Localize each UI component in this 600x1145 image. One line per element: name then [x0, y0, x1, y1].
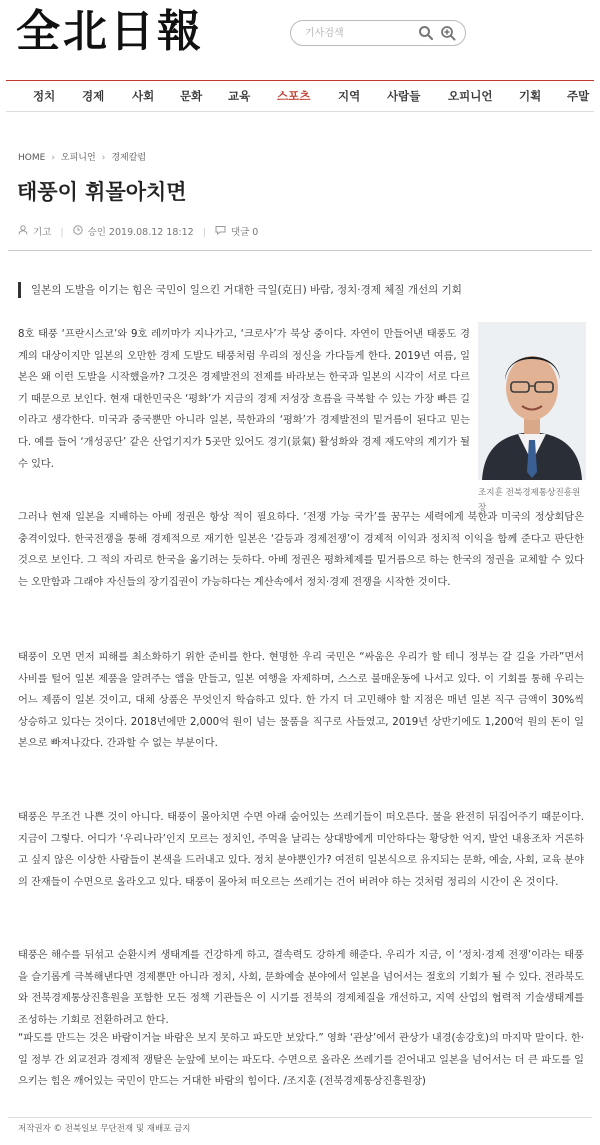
nav-item-opinion[interactable]: 오피니언 — [448, 89, 493, 103]
chevron-right-icon: › — [101, 153, 106, 163]
divider — [8, 250, 592, 251]
comment-count[interactable]: 댓글 0 — [230, 227, 259, 238]
article-paragraph: 그러나 현재 일본을 지배하는 아베 정권은 항상 적이 필요하다. ‘전쟁 가능 국가’를 꿈꾸는 세력에게 북한과 미국의 정상회담은 충격이었다. 한국전쟁을 통해 경제적으로 재기한 일본은 ‘갈등과 경제전쟁’이 경제적 이익과 정치적 이익을 함께 준다고 판단한 것으로 보인다. 그 적의 자리로 한국을 옮기려는 듯하다. 아베 정권은 평화체제를 밑거름으로 하는 한국의 정권을 교체할 수 있다는 오만함과 그래야 자신들의 장기집권이 가능하다는 계산속에서 정치·경제 전쟁을 시작한 것이다. — [18, 512, 584, 588]
nav-item-politics[interactable]: 정치 — [33, 89, 56, 103]
nav-item-society[interactable]: 사회 — [132, 89, 155, 103]
nav-item-sports[interactable]: 스포츠 — [277, 89, 311, 103]
search-icon[interactable] — [418, 25, 434, 41]
breadcrumb-economy-column[interactable]: 경제칼럼 — [111, 153, 147, 163]
meta-divider: | — [202, 227, 206, 238]
comment-icon — [215, 225, 226, 238]
nav-item-region[interactable]: 지역 — [338, 89, 361, 103]
breadcrumb-home[interactable]: HOME — [18, 153, 46, 163]
article-paragraph: 태풍은 해수를 뒤섞고 순환시켜 생태계를 건강하게 하고, 결속력도 강하게 해준다. 우리가 지금, 이 ‘정치·경제 전쟁’이라는 태풍을 슬기롭게 극복해낸다면 경제뿐만 아니라 정치, 사회, 문화예술 분야에서 일본을 넘어서는 절호의 기회가 될 수 있다. 전라북도와 전북경제통상진흥원을 포함한 모든 정책 기관들은 이 시기를 전북의 경제체질을 개선하고, 지역 산업의 협력적 기술생태계를 조성하는 기회로 전환하려고 한다. — [18, 950, 584, 1026]
article-paragraph: “파도를 만드는 것은 바람이거늘 바람은 보지 못하고 파도만 보았다.” 영화 ‘관상’에서 관상가 내경(송강호)의 마지막 말이다. 한·일 정부 간 외교전과 경제적 쟁탈은 눈앞에 보이는 파도다. 수면으로 올라온 쓰레기를 걷어내고 일본을 넘어서는 더 큰 파도를 일으키는 힘은 깨어있는 국민이 만드는 거대한 바람의 힘이다. /조지훈 (전북경제통상진흥원장) — [18, 1033, 584, 1088]
article-paragraph: 태풍이 오면 먼저 피해를 최소화하기 위한 준비를 한다. 현명한 우리 국민은 “싸움은 우리가 할 테니 정부는 갈 길을 가라”면서 사비를 털어 일본 제품을 알려주는 앱을 만들고, 일본 여행을 자제하며, 스스로 불매운동에 나서고 있다. 이 기회를 통해 우리는 어느 제품이 일본 것이고, 대체 상품은 무엇인지 학습하고 있다. 한 가지 더 고민해야 할 지점은 매년 일본 직구 금액이 30%씩 상승하고 있다는 것이다. 2018년에만 2,000억 원이 넘는 물품을 직구로 사들였고, 2019년 상반기에도 1,200억 원의 돈이 일본으로 빠져나갔다. 간과할 수 없는 부분이다. — [18, 652, 584, 750]
article-title: 태풍이 휘몰아치면 — [17, 180, 187, 204]
meta-divider: | — [60, 227, 64, 238]
search-input[interactable] — [305, 25, 415, 42]
copyright-notice: 저작권자 © 전북일보 무단전재 및 재배포 금지 — [18, 1124, 191, 1134]
article-author: 기고 — [33, 227, 52, 238]
clock-icon — [73, 225, 83, 238]
main-nav — [6, 80, 594, 112]
nav-item-weekend[interactable]: 주말 — [567, 89, 590, 103]
photo-caption: 조지훈 전북경제통상진흥원장 — [478, 488, 581, 513]
search-box — [290, 20, 466, 46]
nav-item-culture[interactable]: 문화 — [180, 89, 203, 103]
nav-item-education[interactable]: 교육 — [228, 89, 251, 103]
nav-item-people[interactable]: 사람들 — [387, 89, 421, 103]
article-date: 승인 2019.08.12 18:12 — [87, 227, 194, 238]
site-header — [0, 0, 600, 80]
article-paragraph: 8호 태풍 ‘프란시스코’와 9호 레끼마가 지나가고, ‘크로사’가 북상 중이다. 자연이 만들어낸 태풍도 경계의 대상이지만 일본의 오만한 경제 도발도 태풍처럼 우리의 정신을 가다듬게 한다. 2019년 여름, 일본은 왜 이런 도발을 시작했을까? 그것은 경제발전의 전제를 바라보는 한국과 일본의 시각이 서로 다르기 때문으로 보인다. 현재 대한민국은 ‘평화’가 지금의 경제 저성장 흐름을 극복할 수 있는 가장 빠른 길이라고 생각한다. 미국과 중국뿐만 아니라 일본, 북한과의 ‘평화’가 경제발전의 밑거름이 된다고 믿는다. 예를 들어 ‘개성공단’ 같은 산업기지가 5곳만 있어도 경기(景氣) 활성화와 경제 재도약의 계기가 될 수 있다. — [18, 329, 470, 470]
chevron-right-icon: › — [51, 153, 55, 163]
breadcrumb — [18, 150, 146, 163]
article-meta — [18, 224, 258, 238]
article-subtitle: 일본의 도발을 이기는 힘은 국민이 일으킨 거대한 극일(克日) 바람, 정치·경제 체질 개선의 기회 — [18, 282, 588, 298]
detail-search-icon[interactable] — [440, 25, 456, 41]
divider — [8, 1117, 592, 1118]
breadcrumb-opinion[interactable]: 오피니언 — [60, 153, 96, 163]
user-icon — [18, 225, 28, 238]
nav-item-feature[interactable]: 기획 — [519, 89, 542, 103]
nav-item-economy[interactable]: 경제 — [82, 89, 105, 103]
author-photo — [478, 322, 586, 480]
article-paragraph: 태풍은 무조건 나쁜 것이 아니다. 태풍이 몰아치면 수면 아래 숨어있는 쓰레기들이 떠오른다. 물을 완전히 뒤집어주기 때문이다. 지금이 그렇다. 어디가 ‘우리나라’인지 모르는 정치인, 주먹을 날리는 상대방에게 미안하다는 황당한 억지, 발언 내용조차 거론하고 싶지 않은 이상한 사람들이 본색을 드러내고 있다. 정치 분야뿐인가? 여전히 일본식으로 유지되는 문화, 예술, 사회, 교육 분야의 잔재들이 수면으로 올라오고 있다. 태풍이 몰아쳐 떠오르는 쓰레기는 건어 버려야 하는 것처럼 정리의 시간이 온 것이다. — [18, 812, 584, 888]
site-logo[interactable]: 全北日報 — [16, 6, 204, 57]
